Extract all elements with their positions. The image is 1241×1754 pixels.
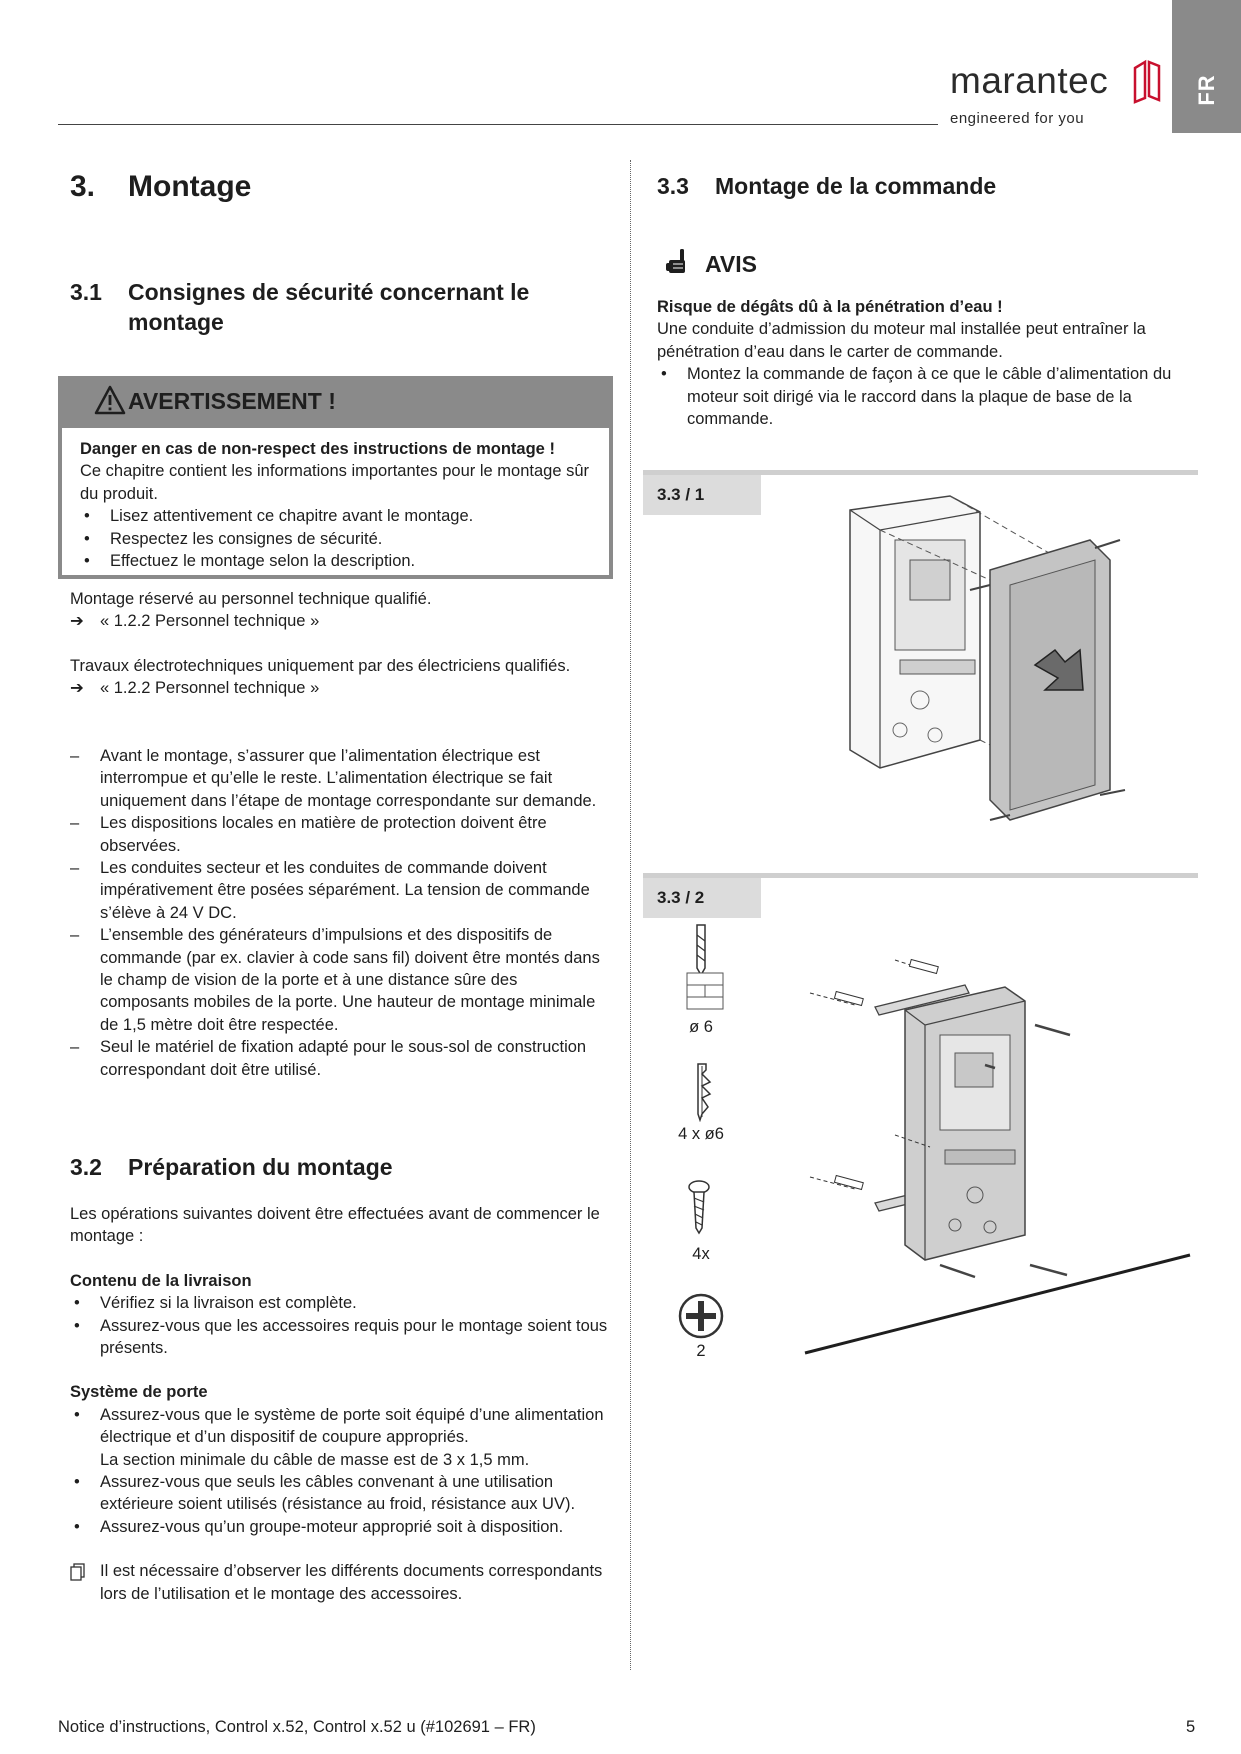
list-item: – Les dispositions locales en matière de protection doivent être observées. [70, 812, 610, 857]
brand-tagline: engineered for you [950, 110, 1085, 127]
door-system-heading: Système de porte [70, 1383, 208, 1402]
section-3-1-heading [70, 277, 558, 337]
figure-2-label-text: 3.3 / 2 [657, 888, 705, 907]
wall-plug-icon [688, 1062, 718, 1122]
notice-title: AVIS [705, 251, 757, 277]
list-item: – L’ensemble des générateurs d’impulsions et des dispositifs de commande (par ex. clavier à code sans fil) doivent être montés dans le champ de vision de la porte et à une distance sûre des composants mobiles de la porte. Une hauteur de montage minimale de 1,5 mètre doit être respectée. [70, 924, 610, 1036]
cross-reference-text: « 1.2.2 Personnel technique » [100, 679, 320, 698]
section-title: Préparation du montage [128, 1154, 393, 1180]
brand-name: marantec [950, 60, 1109, 101]
wall-plug-count-label: 4 x ø6 [678, 1125, 724, 1143]
qualified-note-1: Montage réservé au personnel technique qualifié. [70, 590, 432, 608]
list-item: • Assurez-vous qu’un groupe-moteur approprié soit à disposition. [70, 1516, 615, 1538]
cross-reference-text: « 1.2.2 Personnel technique » [100, 612, 320, 631]
warning-lead: Danger en cas de non-respect des instructions de montage ! [80, 440, 555, 458]
section-number: 3.2 [70, 1154, 102, 1180]
list-item: – Les conduites secteur et les conduites de commande doivent impérativement être posées séparément. La tension de commande s’élève à 24 V DC. [70, 857, 610, 924]
figure-1-enclosure-cover-illustration [840, 490, 1130, 835]
warning-body [62, 428, 609, 575]
phillips-screwdriver-icon [677, 1292, 725, 1340]
list-item: • Lisez attentivement ce chapitre avant le montage. [80, 505, 600, 527]
hand-notice-icon [665, 247, 691, 277]
notice-body [657, 296, 1197, 430]
page-number: 5 [1186, 1718, 1196, 1736]
drill-size-label: ø 6 [689, 1018, 713, 1036]
door-system-list [70, 1404, 615, 1538]
notice-text: Une conduite d’admission du moteur mal installée peut entraîner la pénétration d’eau dans le carter de commande. [657, 320, 1146, 361]
section-3-2-heading [70, 1152, 558, 1182]
language-tab [1172, 0, 1241, 133]
document-note [70, 1560, 615, 1605]
list-item: – Avant le montage, s’assurer que l’alimentation électrique est interrompue et qu’elle le reste. L’alimentation électrique se fait uniquement dans l’étape de montage correspondante sur demande. [70, 745, 610, 812]
list-item: • Vérifiez si la livraison est complète. [70, 1292, 615, 1314]
delivery-heading: Contenu de la livraison [70, 1271, 252, 1290]
safety-dash-list [70, 745, 610, 1081]
section-title: Montage de la commande [715, 173, 997, 199]
chapter-name: Montage [128, 170, 252, 203]
notice-list [657, 363, 1197, 430]
list-item: – Seul le matériel de fixation adapté pour le sous-sol de construction correspondant doit être utilisé. [70, 1036, 610, 1081]
list-item: • Effectuez le montage selon la description. [80, 550, 600, 572]
warning-box [58, 376, 613, 579]
section-3-3-heading [657, 171, 1145, 201]
language-code: FR [1193, 74, 1219, 106]
footer-document-title: Notice d’instructions, Control x.52, Control x.52 u (#102691 – FR) [58, 1718, 536, 1736]
screw-icon [684, 1180, 714, 1235]
preparation-block [70, 1203, 615, 1605]
cross-reference[interactable] [70, 610, 610, 632]
cross-reference[interactable] [70, 677, 610, 699]
figure-2-wall-mounting-illustration [795, 935, 1195, 1355]
drill-bit-icon [684, 923, 726, 1013]
header-rule [58, 124, 938, 125]
section-title: Consignes de sécurité concernant le montage [128, 279, 530, 335]
figure-2-label [643, 878, 761, 918]
warning-triangle-icon [94, 385, 126, 415]
chapter-number: 3. [70, 170, 96, 203]
warning-bullets [80, 505, 600, 572]
chapter-title [70, 170, 251, 204]
list-item [70, 1404, 615, 1471]
figure-1-label-text: 3.3 / 1 [657, 485, 705, 504]
arrow-right-icon: ➔ [70, 612, 84, 631]
warning-title: AVERTISSEMENT ! [128, 388, 336, 414]
brand-logo-icon [1132, 58, 1162, 104]
delivery-list [70, 1292, 615, 1359]
qualified-note-2: Travaux électrotechniques uniquement par des électriciens qualifiés. [70, 656, 571, 675]
preparation-intro: Les opérations suivantes doivent être effectuées avant de commencer le montage : [70, 1205, 600, 1246]
list-item-text: Assurez-vous que le système de porte soit équipé d’une alimentation électrique et d’un dispositif de coupure appropriés. [100, 1405, 604, 1447]
list-item: • Montez la commande de façon à ce que le câble d’alimentation du moteur soit dirigé via le raccord dans la plaque de base de la commande. [657, 363, 1197, 430]
figure-1-label [643, 475, 761, 515]
notice-lead: Risque de dégâts dû à la pénétration d’eau ! [657, 298, 1003, 316]
section-number: 3.1 [70, 279, 102, 305]
screw-count-label: 4x [692, 1245, 710, 1263]
list-item: • Assurez-vous que seuls les câbles convenant à une utilisation extérieure soient utilisés (résistance au froid, résistance aux UV). [70, 1471, 615, 1516]
qualification-block [70, 588, 610, 700]
document-icon [70, 1563, 86, 1581]
list-item-extra: La section minimale du câble de masse est de 3 x 1,5 mm. [100, 1450, 530, 1469]
warning-text: Ce chapitre contient les informations importantes pour le montage sûr du produit. [80, 462, 590, 503]
list-item: • Assurez-vous que les accessoires requis pour le montage soient tous présents. [70, 1315, 615, 1360]
document-note-text: Il est nécessaire d’observer les différents documents correspondants lors de l’utilisation et le montage des accessoires. [100, 1562, 603, 1603]
warning-header [58, 376, 613, 428]
screwdriver-size-label: 2 [696, 1342, 706, 1360]
column-divider [630, 160, 631, 1670]
arrow-right-icon: ➔ [70, 679, 84, 698]
list-item: • Respectez les consignes de sécurité. [80, 528, 600, 550]
safety-dash-list-block [70, 745, 610, 1081]
section-number: 3.3 [657, 173, 689, 199]
